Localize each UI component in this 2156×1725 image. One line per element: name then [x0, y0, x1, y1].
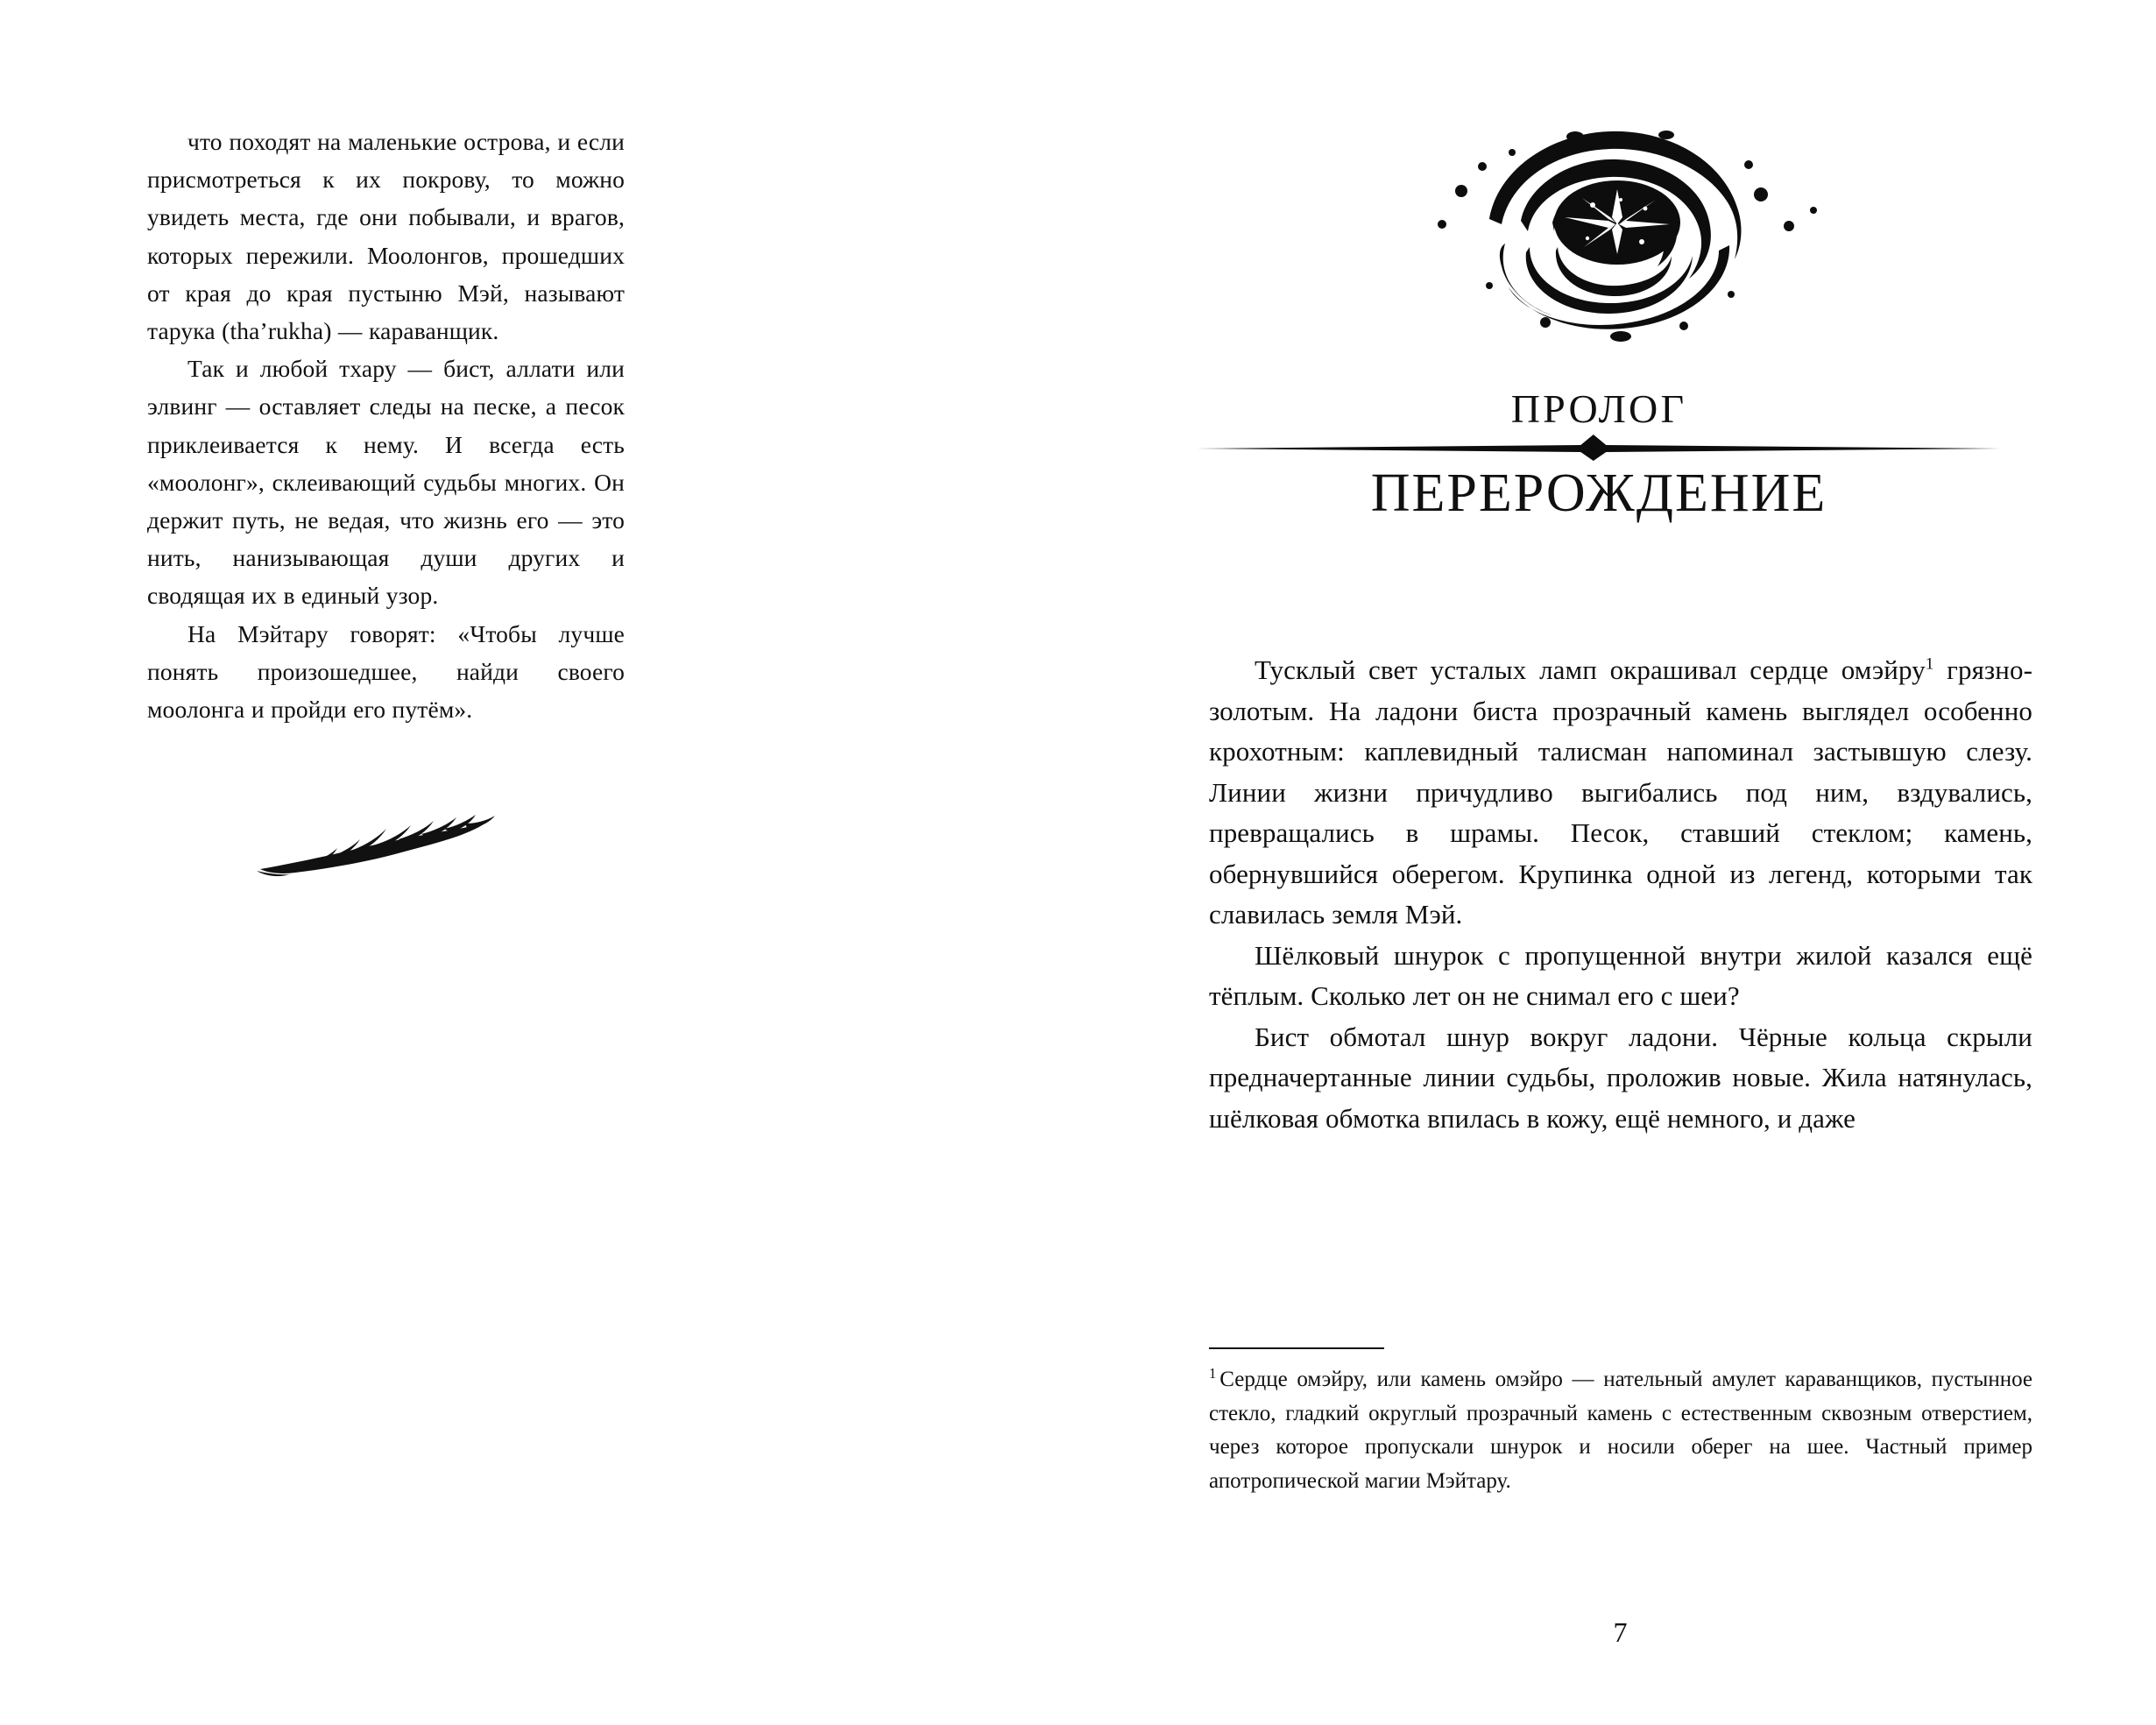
chapter-kicker: ПРОЛОГ — [1510, 386, 1687, 431]
right-page — [1078, 0, 2156, 1725]
footnote-block — [1209, 1347, 2032, 1498]
footnote-marker-label: 1 — [1209, 1364, 1217, 1382]
footnote-marker[interactable]: 1 — [1925, 654, 1934, 674]
paragraph: Шёлковый шнурок с пропущенной внутри жилой казался ещё тёплым. Сколько лет он не снимал его с шеи? — [1209, 939, 2032, 1011]
right-page-textblock — [1209, 650, 2032, 1139]
paragraph — [1209, 650, 2032, 936]
paragraph-text-after: грязно-золотым. На ладони биста прозрачный камень выглядел особенно крохотным: каплевидный талисман напоминал застывшую слезу. Линии жизни причудливо выгибались под ним, вздувались, превращались в шрамы. Песок, ставший стеклом; камень, обернувшийся оберегом. Крупинка одной из легенд, которыми так славилась земля Мэй. — [1209, 654, 2032, 930]
paragraph: Так и любой тхару — бист, аллати или элвинг — оставляет следы на песке, а песок приклеивается к нему. И всегда есть «моолонг», склеивающий судьбы многих. Он держит путь, не ведая, что жизнь его — это нить, нанизывающая души других и сводящая их в единый узор. — [147, 355, 625, 610]
footnote-text — [1209, 1363, 2032, 1498]
paragraph: На Мэйтару говорят: «Чтобы лучше понять произошедшее, найди своего моолонга и пройди его путём». — [147, 619, 625, 724]
swirl-spiral-ornament — [1288, 114, 1919, 350]
chapter-title: ПЕРЕРОЖДЕНИЕ — [1370, 463, 1827, 523]
paragraph: что походят на маленькие острова, и если присмотреться к их покрову, то можно увидеть места, где они побывали, и врагов, которых пережили. Моолонгов, прошедших от края до края пустыню Мэй, называют тарука (tha’rukha) — караванщик. — [147, 128, 625, 345]
paragraph: Бист обмотал шнур вокруг ладони. Чёрные кольца скрыли предначертанные линии судьбы, проложив новые. Жила натянулась, шёлковая обмотка впилась в кожу, ещё немного, и даже — [1209, 1021, 2032, 1134]
footnote-body: Сердце омэйру, или камень омэйро — нательный амулет караванщиков, пустынное стекло, гладкий округлый прозрачный камень с естественным сквозным отверстием, через которое пропускали шнурок и носили оберег на шее. Частный пример апотропической магии Мэйтару. — [1209, 1368, 2032, 1493]
left-page-textblock — [147, 123, 625, 728]
paragraph-text-before: Тусклый свет усталых ламп окрашивал сердце омэйру — [1255, 654, 1926, 685]
footnote-separator — [1209, 1347, 1384, 1349]
diamond-rule-ornament — [1191, 435, 2006, 461]
feather-ornament — [147, 804, 625, 901]
page-number: 7 — [1613, 1616, 1629, 1648]
chapter-heading — [1191, 385, 2006, 524]
